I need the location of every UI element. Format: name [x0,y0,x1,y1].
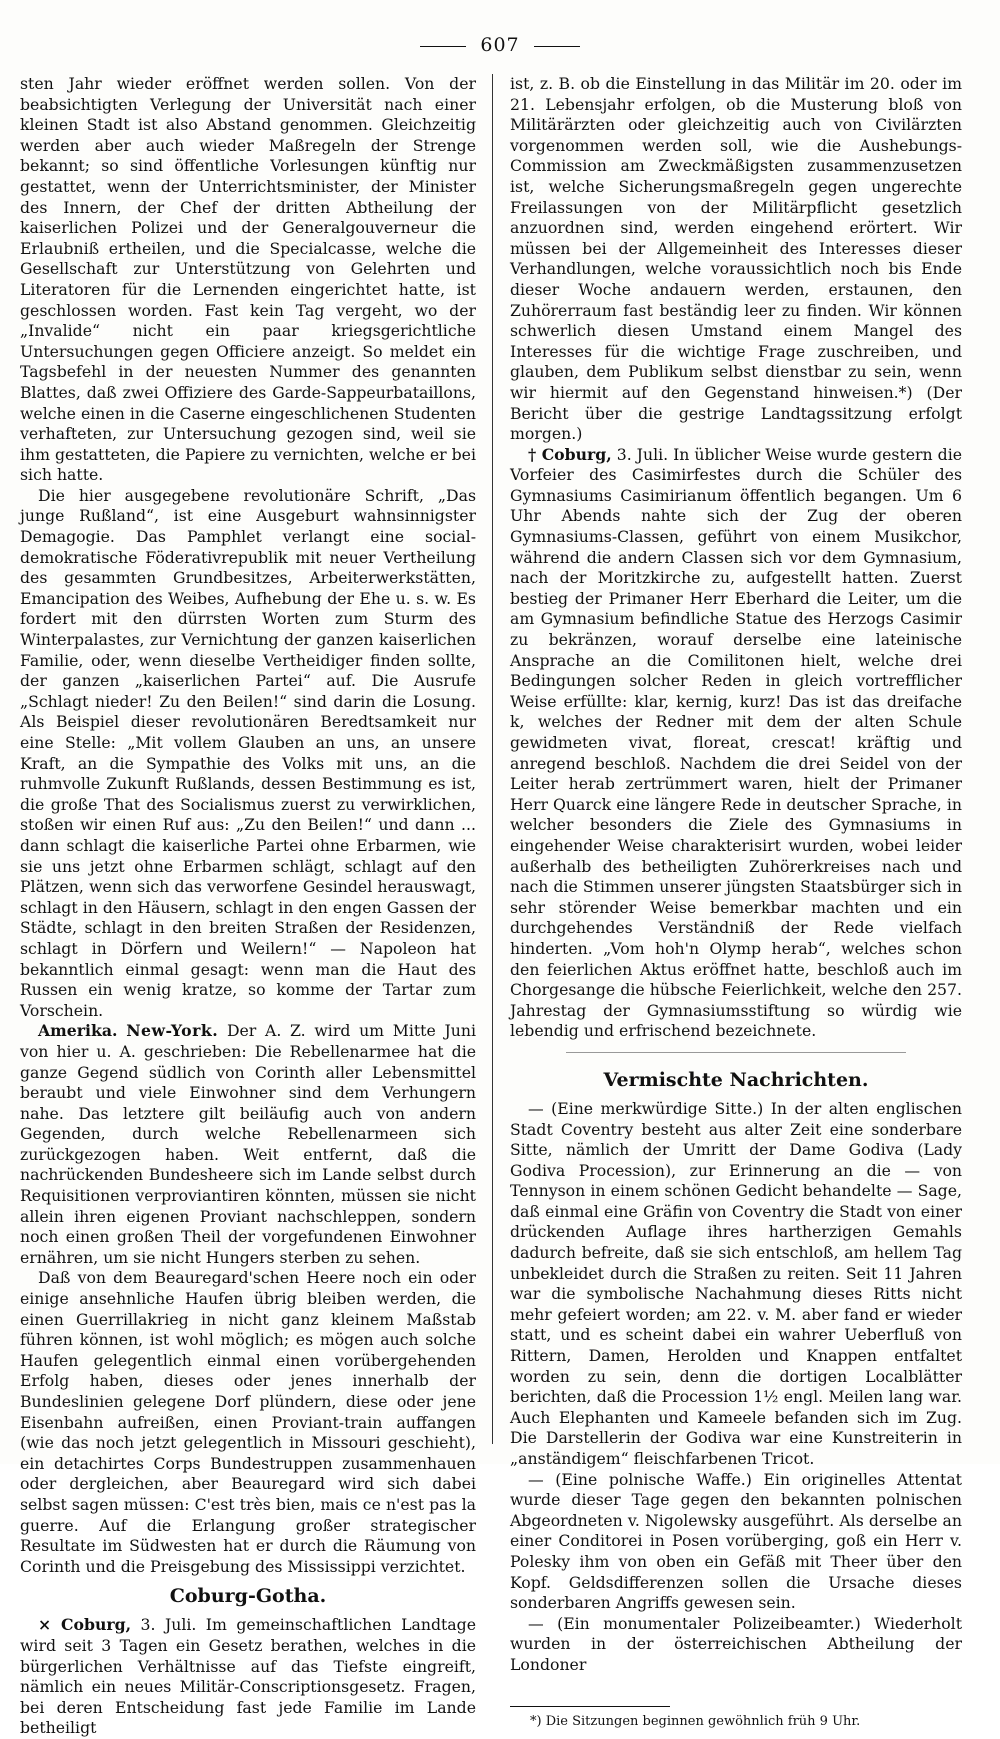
article-coburg-landtag-lead: × Coburg, [38,1615,132,1635]
footnote: *) Die Sitzungen beginnen gewöhnlich früh 9 Uhr. [530,1713,861,1729]
article-sitte: — (Eine merkwürdige Sitte.) In der alten englischen Stadt Coventry besteht aus alter Zeit eine sonderbare Sitte, nämlich der Umritt der Dame Godiva (Lady Godiva Procession), zur Erinnerung an die — von Tennyson in einem schönen Gedicht behandelte — Sage, daß einmal eine Gräfin von Coventry die Stadt von einer drückenden Auflage ihres hartherzigen Gemahls dadurch befreite, daß sie sich entschloß, am hellem Tag unbekleidet durch die Straßen zu reiten. Seit 11 Jahren war die symbolische Nachahmung dieses Ritts nicht mehr gefeiert worden; am 22. v. M. aber fand er wieder statt, und es scheint dabei ein wahrer Ueberfluß von Rittern, Damen, Herolden und Knappen entfaltet worden zu sein, denn die dortigen Localblätter berichten, daß die Procession 1½ engl. Meilen lang war. Auch Elephanten und Kameele befanden sich im Zug. Die Darstellerin der Godiva war eine Kunstreiterin in „anständigem“ fleischfarbenen Tricot. [510,1098,962,1468]
article-polnische-waffe: — (Eine polnische Waffe.) Ein originelles Attentat wurde dieser Tage gegen den bekannten polnischen Abgeordneten v. Nigolewsky ausgeführt. Als derselbe an einer Conditorei in Posen vorüberging, goß ein Herr v. Polesky ihm von oben ein Gefäß mit Theer über den Kopf. Geldsdifferenzen sollen die Ursache dieses sonderbaren Angriffs gewesen sein. [510,1469,962,1613]
article-america-lead: Amerika. [38,1021,118,1041]
column-divider [492,74,493,1444]
article-coburg-landtag-text: 3. Juli. Im gemeinschaftlichen Landtage wird seit 3 Tagen ein Gesetz berathen, welches in die bürgerlichen Verhältnisse auf das Tiefste eingreift, nämlich ein neues Militär-Conscriptionsgesetz. Fragen, bei deren Entscheidung fast jede Familie im Lande betheiligt [20,1615,476,1738]
article-polizeibeamter: — (Ein monumentaler Polizeibeamter.) Wiederholt wurden in der österreichischen Abtheilung der Londoner [510,1613,962,1674]
page-number-rule-left [420,46,466,47]
article-coburg-gymnasium-text: 3. Juli. In üblicher Weise wurde gestern die Vorfeier des Casimirfestes durch die Schüler des Gymnasiums Casimirianum öffentlich begangen. Um 6 Uhr Abends nahte sich der Zug der oberen Gymnasiums-Classen, geführt von einem Musikchor, während die andern Classen sich vor dem Gymnasium, nach der Moritzkirche zu, aufgestellt hatten. Zuerst bestieg der Primaner Herr Eberhard die Leiter, um die am Gymnasium befindliche Statue des Herzogs Casimir zu bekränzen, worauf derselbe eine lateinische Ansprache an die Comilitonen hielt, welche drei Bedingungen solcher Reden in gleich vortrefflicher Weise erfüllte: klar, kernig, kurz! Das ist das dreifache k, welches der Redner mit dem der alten Schule gewidmeten vivat, floreat, crescat! kräftig und anregend beschloß. Nachdem die drei Seidel von der Leiter herab zertrümmert waren, hielt der Primaner Herr Quarck eine längere Rede in deutscher Sprache, in welcher besonders die Ziele des Gymnasiums in eingehender Weise charakterisirt wurden, wobei leider außerhalb des betheiligten Zuhörerkreises nach und nach die Stimmen unserer jüngsten Staatsbürger sich in sehr störender Weise bemerkbar machten und ein durchgehendes Verständniß der Rede vielfach hinderten. „Vom hoh'n Olymp herab“, welches schon den feierlichen Aktus eröffnet hatte, beschloß auch im Chorgesange die hübsche Feierlichkeit, welche den 257. Jahrestag der Gymnasiumsstiftung so würdig wie lebendig und erfrischend bezeichnete. [510,444,962,1041]
article-russia-paragraph-1: sten Jahr wieder eröffnet werden sollen. Von der beabsichtigten Verlegung der Universität nach einer kleinen Stadt ist also Abstand genommen. Gleichzeitig werden aber auch wieder Maßregeln der Strenge bekannt; so sind öffentliche Vorlesungen künftig nur gestattet, wenn der Unterrichtsminister, der Minister des Innern, der Chef der dritten Abtheilung der kaiserlichen Polizei und der Generalgouverneur die Erlaubniß ertheilen, und die Specialcasse, welche die Gesellschaft zur Unterstützung von Gelehrten und Literatoren für die Lernenden eingerichtet hatte, ist geschlossen worden. Fast kein Tag vergeht, wo der „Invalide“ nicht ein paar kriegsgerichtliche Untersuchungen gegen Officiere anzeigt. So meldet ein Tagsbefehl in der neuesten Nummer des genannten Blattes, daß zwei Offiziere des Garde-Sappeurbataillons, welche einen in die Caserne eingeschlichenen Studenten verhafteten, zur Untersuchung gezogen sind, weil sie ihm gestatteten, die Papiere zu vernichten, welche er bei sich hatte. [20,74,476,485]
article-russia-paragraph-2: Die hier ausgegebene revolutionäre Schrift, „Das junge Rußland“, ist eine Ausgeburt wahnsinnigster Demagogie. Das Pamphlet verlangt eine social-demokratische Föderativrepublik mit neuer Vertheilung des gesammten Grundbesitzes, Arbeiterwerkstätten, Emancipation des Weibes, Aufhebung der Ehe u. s. w. Es fordert mit den dürrsten Worten zum Sturm des Winterpalastes, zur Vernichtung der ganzen kaiserlichen Familie, oder, wenn dieselbe Vertheidiger finden sollte, der ganzen „kaiserlichen Partei“ auf. Die Ausrufe „Schlagt nieder! Zu den Beilen!“ sind darin die Losung. Als Beispiel dieser revolutionären Beredtsamkeit nur eine Stelle: „Mit vollem Glauben an uns, an unsere Kraft, an die Sympathie des Volks mit uns, an die ruhmvolle Zukunft Rußlands, dessen Bestimmung es ist, die große That des Socialismus zuerst zu verwirklichen, stoßen wir einen Ruf aus: „Zu den Beilen!“ und dann ... dann schlagt die kaiserliche Partei ohne Erbarmen, wie sie uns jetzt ohne Erbarmen schlägt, schlagt auf den Plätzen, wenn sich das verworfene Gesindel herauswagt, schlagt in den Häusern, schlagt in den engen Gassen der Städte, schlagt in den breiten Straßen der Residenzen, schlagt in Dörfern und Weilern!“ — Napoleon hat bekanntlich einmal gesagt: wenn man die Haut des Russen ein wenig kratze, so komme der Tartar zum Vorschein. [20,485,476,1020]
article-coburg-landtag [20,1615,476,1739]
right-column [510,74,962,1729]
article-america-paragraph-1 [20,1021,476,1268]
page-number-text: 607 [480,34,520,56]
article-coburg-gymnasium [510,445,962,1042]
section-separator [566,1052,906,1061]
article-coburg-landtag-continued: ist, z. B. ob die Einstellung in das Militär im 20. oder im 21. Lebensjahr erfolgen, ob die Musterung bloß von Militärärzten oder gleichzeitig auch von Civilärzten vorgenommen werden soll, wie die Aushebungs-Commission am Zweckmäßigsten zusammenzusetzen ist, welche Sicherungsmaßregeln gegen ungerechte Freilassungen von der Militärpflicht gesetzlich anzuordnen sind, werden eingehend erörtert. Wir müssen bei der Allgemeinheit des Interesses dieser Verhandlungen, welche voraussichtlich noch bis Ende dieser Woche andauern werden, erstaunen, den Zuhörerraum fast beständig leer zu finden. Wir können schwerlich diesen Umstand einem Mangel des Interesses für die wichtige Frage zuschreiben, und glauben, dem Publikum selbst dienstbar zu sein, wenn wir hiermit auf den Gegenstand hinweisen.*) (Der Bericht über die gestrige Landtagssitzung erfolgt morgen.) [510,74,962,444]
article-america-paragraph-2: Daß von dem Beauregard'schen Heere noch ein oder einige ansehnliche Haufen übrig bleiben werden, die einen Guerrillakrieg in nicht ganz kleinem Maßstab führen können, ist wohl möglich; es mögen auch solche Haufen gelegentlich einmal einen vorübergehenden Erfolg haben, dieses oder jenes innerhalb der Bundeslinien gelegene Dorf plündern, diese oder jene Eisenbahn aufreißen, einen Proviant-train auffangen (wie das noch jetzt gelegentlich in Missouri geschieht), ein detachirtes Corps Bundestruppen zusammenhauen oder dergleichen, aber Beauregard wird sich dabei selbst sagen müssen: C'est très bien, mais ce n'est pas la guerre. Auf die Erlangung großer strategischer Resultate im Südwesten hat er durch die Räumung von Corinth und die Preisgebung des Mississippi verzichtet. [20,1268,476,1576]
left-column [20,74,476,1738]
article-america-place: New-York. [126,1021,219,1041]
page-number [0,34,1000,56]
article-america-text: Der A. Z. wird um Mitte Juni von hier u. A. geschrieben: Die Rebellenarmee hat die ganze Gegend südlich von Corinth aller Lebensmittel beraubt und viele Einwohner sind dem Verhungern nahe. Das letztere gilt beiläufig auch von andern Gegenden, durch welche Rebellenarmeen sich zurückgezogen haben. Weit entfernt, daß die nachrückenden Bundesheere sich im Lande selbst durch Requisitionen verproviantiren könnten, müssen sie nicht allein ihren eigenen Proviant nachschleppen, sondern noch einen großen Theil der vorgefundenen Einwohner ernähren, um sie nicht Hungers sterben zu sehen. [20,1021,476,1267]
section-heading-coburg-gotha: Coburg-Gotha. [169,1585,327,1608]
footnote-rule [510,1706,670,1707]
article-coburg-gymnasium-lead: † Coburg, [528,444,612,464]
section-heading-vermischte: Vermischte Nachrichten. [603,1068,869,1091]
page-number-rule-right [534,46,580,47]
